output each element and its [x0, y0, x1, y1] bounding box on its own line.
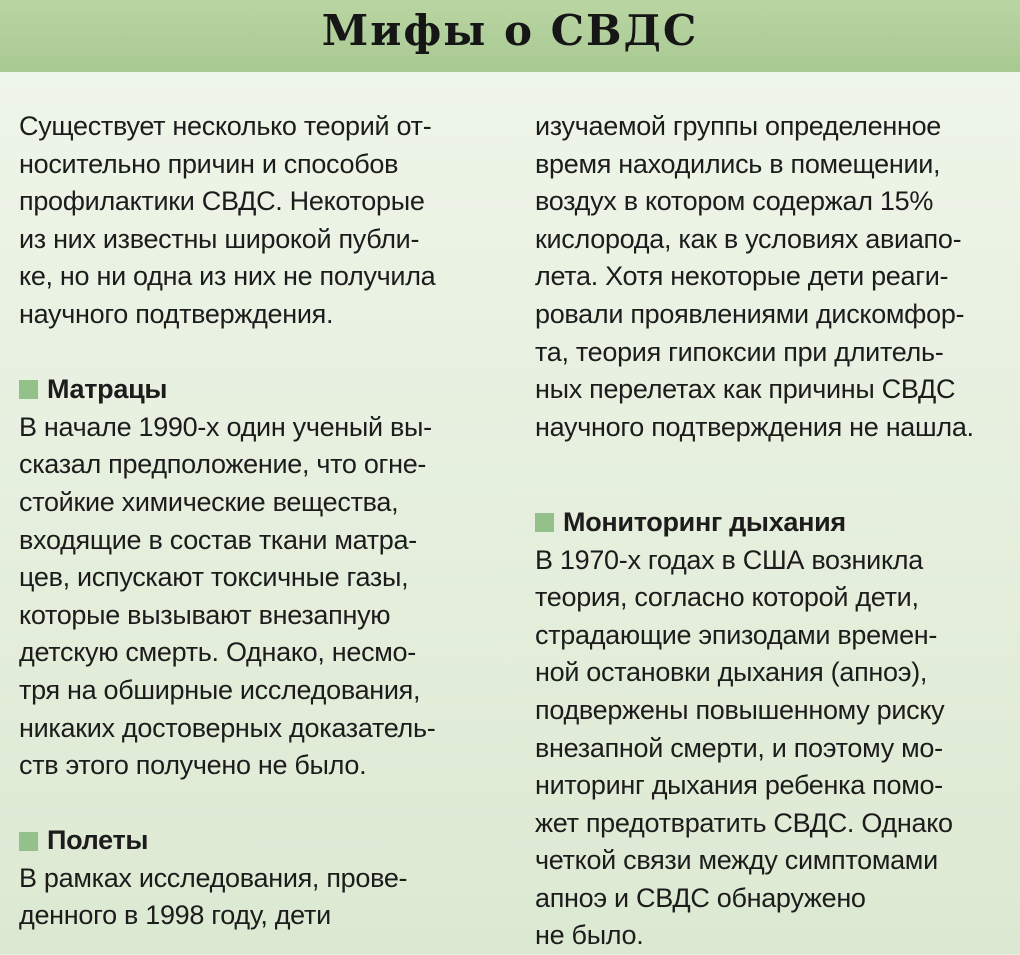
text-line: время находились в помещении,	[535, 148, 941, 179]
text-line: теория, согласно которой дети,	[535, 582, 919, 613]
text-line: В рамках исследования, прове-	[19, 862, 408, 893]
left-column	[19, 108, 499, 935]
text-line: ровали проявлениями дискомфор-	[535, 298, 965, 329]
text-line: ств этого получено не было.	[19, 750, 367, 781]
right-column	[535, 108, 1015, 955]
text-line: та, теория гипоксии при длитель-	[535, 336, 944, 367]
section-heading	[535, 504, 1015, 542]
section-flights	[19, 822, 499, 935]
text-line: никаких достоверных доказатель-	[19, 712, 436, 743]
text-line: ке, но ни одна из них не получила	[19, 261, 436, 292]
text-line: не было.	[535, 920, 644, 951]
text-line: входящие в состав ткани матра-	[19, 524, 417, 555]
text-line: В начале 1990-х один ученый вы-	[19, 411, 432, 442]
text-line: внезапной смерти, и поэтому мо-	[535, 732, 943, 763]
text-line: носительно причин и способов	[19, 148, 399, 179]
heading-text: Матрацы	[47, 374, 168, 405]
section-mattresses	[19, 371, 499, 785]
text-line: из них известны широкой публи-	[19, 223, 420, 254]
text-line: В 1970-х годах в США возникла	[535, 544, 923, 575]
text-line: жет предотвратить СВДС. Однако	[535, 807, 953, 838]
text-line: воздух в котором содержал 15%	[535, 186, 934, 217]
text-line: четкой связи между симптомами	[535, 845, 938, 876]
section-flights-continued	[535, 108, 1015, 446]
title-bar	[0, 0, 1020, 72]
text-line: научного подтверждения.	[19, 298, 334, 329]
text-line: стойкие химические вещества,	[19, 486, 399, 517]
section-heading	[19, 371, 499, 409]
square-bullet-icon	[19, 380, 38, 399]
text-line: ниторинг дыхания ребенка помо-	[535, 770, 943, 801]
intro-paragraph	[19, 108, 499, 334]
text-line: Существует несколько теорий от-	[19, 111, 432, 141]
text-line: цев, испускают токсичные газы,	[19, 562, 409, 593]
text-line: профилактики СВДС. Некоторые	[19, 186, 425, 217]
square-bullet-icon	[535, 513, 554, 532]
text-line: денного в 1998 году, дети	[19, 900, 331, 931]
text-line: апноэ и СВДС обнаружено	[535, 882, 866, 913]
page-title: Мифы о СВДС	[321, 6, 699, 55]
square-bullet-icon	[19, 832, 38, 851]
heading-text: Мониторинг дыхания	[563, 506, 846, 537]
section-monitoring	[535, 504, 1015, 955]
text-line: тря на обширные исследования,	[19, 674, 421, 705]
heading-text: Полеты	[47, 825, 149, 856]
text-line: детскую смерть. Однако, несмо-	[19, 637, 416, 668]
text-line: лета. Хотя некоторые дети реаги-	[535, 261, 949, 292]
text-line: кислорода, как в условиях авиапо-	[535, 223, 962, 254]
text-line: которые вызывают внезапную	[19, 599, 391, 630]
text-line: научного подтверждения не нашла.	[535, 411, 974, 442]
text-line: сказал предположение, что огне-	[19, 449, 427, 480]
text-line: страдающие эпизодами времен-	[535, 619, 938, 650]
text-line: ной остановки дыхания (апноэ),	[535, 657, 928, 688]
text-line: подвержены повышенному риску	[535, 694, 945, 725]
text-line: ных перелетах как причины СВДС	[535, 374, 956, 405]
text-line: изучаемой группы определенное	[535, 111, 942, 141]
section-heading	[19, 822, 499, 860]
